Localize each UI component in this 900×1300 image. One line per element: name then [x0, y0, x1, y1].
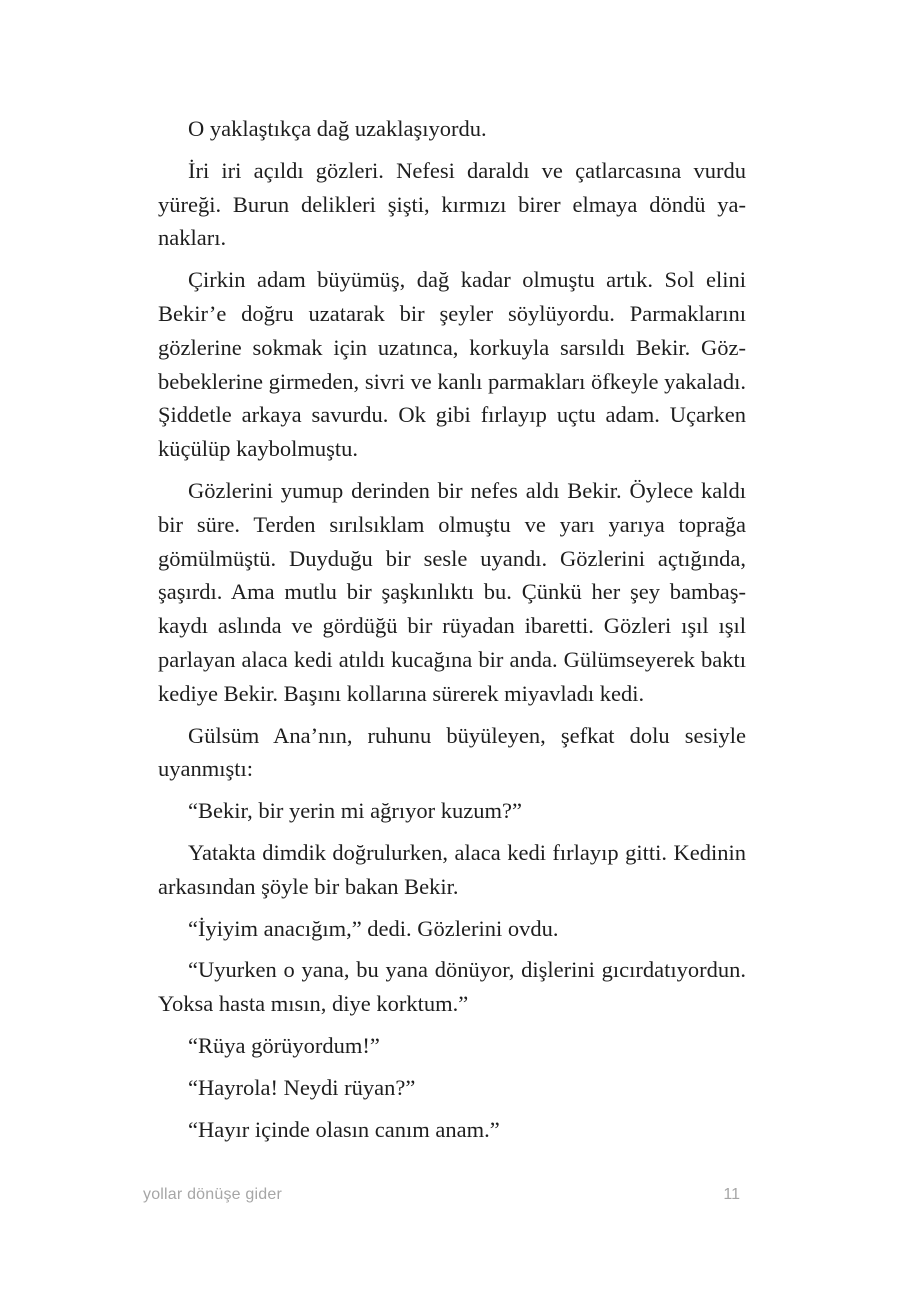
- paragraph: “İyiyim anacığım,” dedi. Gözlerini ovdu.: [188, 915, 559, 941]
- body-text: [158, 112, 746, 1154]
- paragraph: “Bekir, bir yerin mi ağrıyor kuzum?”: [188, 798, 522, 824]
- paragraph: O yaklaştıkça dağ uzaklaşıyordu.: [188, 116, 487, 141]
- paragraph: Yatakta dimdik doğrulurken, alaca kedi fırlayıp gitti. Kedinin arkasından şöyle bir bakan Bekir.: [158, 839, 746, 899]
- paragraph: “Rüya görüyordum!”: [188, 1032, 380, 1058]
- paragraph: Gözlerini yumup derinden bir nefes aldı Bekir. Öylece kaldı bir süre. Terden sırılsıklam olmuştu ve yarı yarıya toprağa gömülmüştü. Duyduğu bir sesle uyandı. Gözlerini açtığında, şaşırdı. Ama mutlu bir şaşkınlıktı bu. Çünkü her şey bambaşkaydı aslında ve gördüğü bir rüyadan ibaretti. Gözleri ışıl ışıl parlayan alaca kedi atıldı kucağına bir anda. Gülümseyerek baktı kediye Bekir. Başını kollarına sürerek miyavladı kedi.: [158, 477, 746, 706]
- paragraph: “Hayrola! Neydi rüyan?”: [188, 1074, 416, 1100]
- paragraph: İri iri açıldı gözleri. Nefesi daraldı ve çatlarcasına vurdu yüreği. Burun delikleri şişti, kırmızı birer elmaya döndü yanakları.: [158, 157, 746, 251]
- page-number: 11: [723, 1186, 740, 1203]
- running-footer-title: yollar dönüşe gider: [143, 1186, 282, 1203]
- paragraph: “Hayır içinde olasın canım anam.”: [188, 1116, 500, 1142]
- paragraph: Gülsüm Ana’nın, ruhunu büyüleyen, şefkat dolu sesiyle uyanmıştı:: [158, 722, 746, 782]
- paragraph: Çirkin adam büyümüş, dağ kadar olmuştu artık. Sol elini Bekir’e doğru uzatarak bir şeyler söylüyordu. Parmaklarını gözlerine sokmak için uzatınca, korkuyla sarsıldı Bekir. Gözbebeklerine girmeden, sivri ve kanlı parmakları öfkeyle yakaladı. Şiddetle arkaya savurdu. Ok gibi fırlayıp uçtu adam. Uçarken küçülüp kaybolmuştu.: [158, 267, 746, 462]
- paragraph: “Uyurken o yana, bu yana dönüyor, dişlerini gıcırdatıyordun. Yoksa hasta mısın, diye korktum.”: [158, 957, 746, 1017]
